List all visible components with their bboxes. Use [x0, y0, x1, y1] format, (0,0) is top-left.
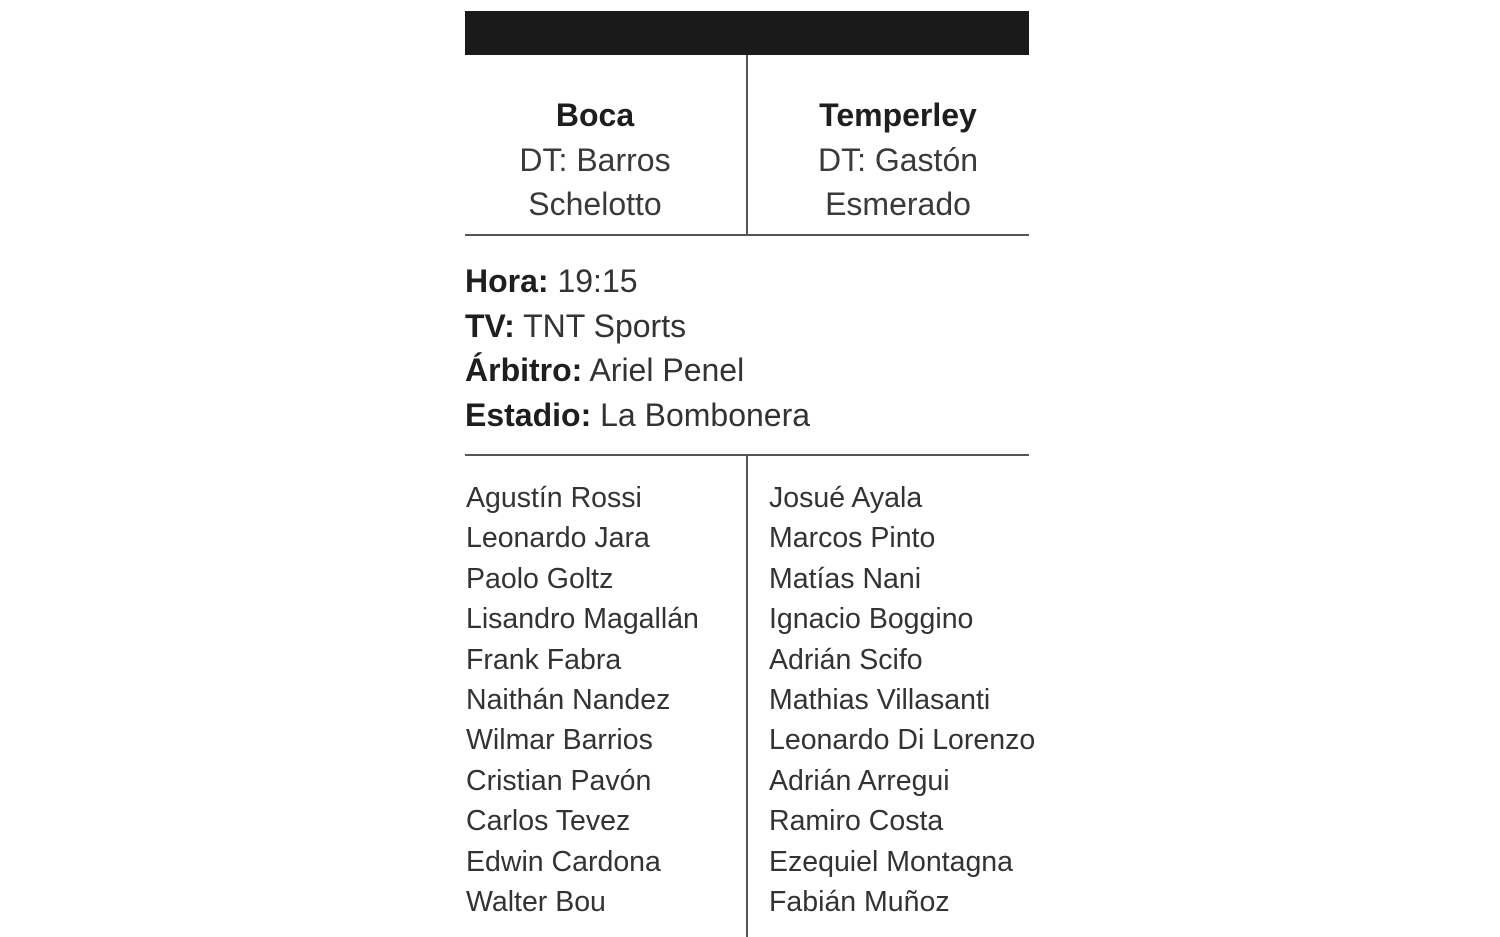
away-coach-line1: DT: Gastón	[817, 141, 979, 178]
player-item: Mathias Villasanti	[769, 684, 991, 717]
time-row	[465, 259, 1029, 304]
referee-row	[465, 348, 1029, 393]
player-item: Josué Ayala	[769, 482, 923, 514]
home-team-name: Boca	[555, 97, 635, 133]
player-item: Paolo Goltz	[466, 562, 614, 595]
player-item: Agustín Rossi	[466, 482, 642, 514]
away-lineup	[769, 478, 1035, 922]
home-coach-line2: Schelotto	[528, 186, 662, 222]
home-lineup	[466, 478, 699, 922]
player-item: Matías Nani	[769, 562, 922, 595]
lineups-section	[465, 456, 1036, 937]
home-coach-line1: DT: Barros	[519, 141, 671, 178]
player-item: Carlos Tevez	[466, 805, 631, 838]
away-coach-line2: Esmerado	[825, 186, 971, 222]
tv-label: TV:	[465, 307, 515, 344]
player-item: Walter Bou	[466, 886, 606, 919]
referee-value: Ariel Penel	[589, 352, 745, 388]
player-item: Fabián Muñoz	[769, 886, 950, 919]
player-item: Leonardo Di Lorenzo	[769, 724, 1036, 757]
tv-row	[465, 304, 1029, 349]
player-item: Ignacio Boggino	[769, 603, 974, 636]
match-card	[465, 11, 1036, 937]
tv-value: TNT Sports	[523, 307, 687, 344]
player-item: Naithán Nandez	[466, 684, 671, 717]
referee-label: Árbitro:	[465, 352, 583, 388]
time-value: 19:15	[557, 263, 638, 299]
player-item: Adrián Arregui	[769, 764, 950, 797]
lineup-divider	[746, 456, 748, 937]
player-item: Edwin Cardona	[466, 845, 661, 878]
time-label: Hora:	[465, 263, 549, 299]
player-item: Ezequiel Montagna	[769, 845, 1014, 878]
match-info	[465, 259, 1029, 437]
stadium-row	[465, 393, 1029, 438]
player-item: Adrián Scifo	[769, 643, 923, 676]
player-item: Wilmar Barrios	[466, 724, 653, 757]
player-item: Ramiro Costa	[769, 805, 944, 838]
home-team	[465, 93, 725, 227]
player-item: Lisandro Magallán	[466, 603, 699, 636]
stadium-value: La Bombonera	[600, 396, 811, 433]
away-team	[748, 93, 1048, 227]
stadium-label: Estadio:	[465, 396, 592, 433]
player-item: Frank Fabra	[466, 643, 622, 676]
teams-section	[465, 55, 1029, 236]
player-item: Leonardo Jara	[466, 522, 650, 555]
away-team-name: Temperley	[819, 97, 977, 133]
player-item: Cristian Pavón	[466, 764, 652, 797]
header-bar	[465, 11, 1029, 55]
player-item: Marcos Pinto	[769, 522, 936, 555]
